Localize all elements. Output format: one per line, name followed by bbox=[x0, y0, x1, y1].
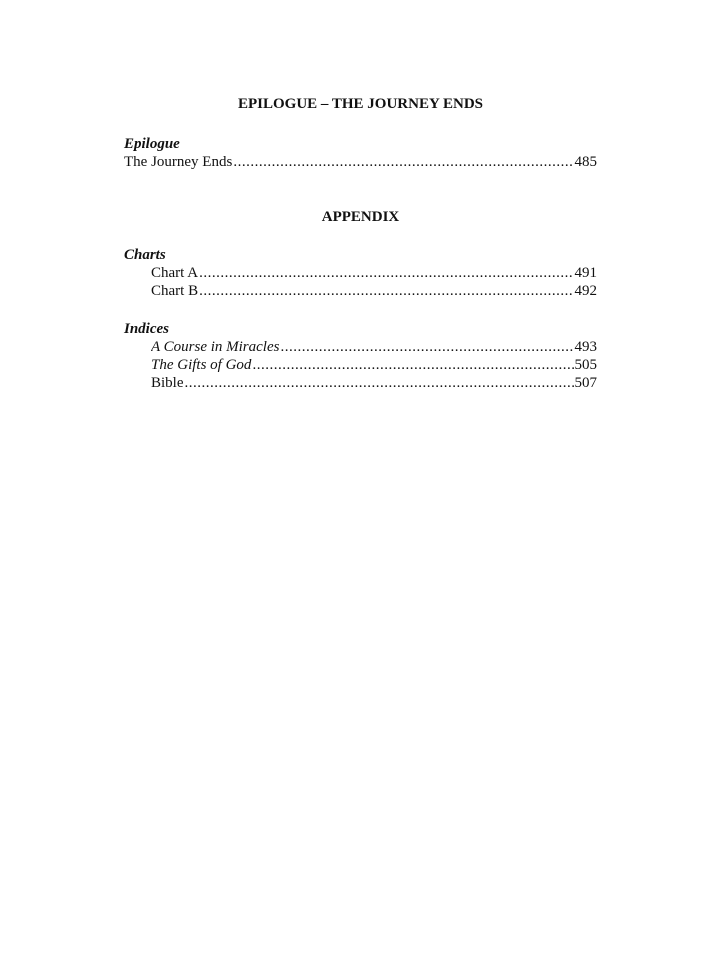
charts-section-heading: Charts bbox=[124, 247, 166, 263]
dot-leader bbox=[233, 153, 573, 171]
toc-entry-bible bbox=[151, 374, 597, 392]
dot-leader bbox=[199, 264, 573, 282]
epilogue-section-heading: Epilogue bbox=[124, 136, 180, 152]
toc-entry-page-number: 505 bbox=[574, 357, 597, 373]
toc-entry-page-number: 491 bbox=[574, 265, 597, 281]
toc-entry-the-gifts-of-god bbox=[151, 356, 597, 374]
toc-entry-label: Chart A bbox=[151, 265, 199, 281]
toc-entry-page-number: 485 bbox=[574, 154, 597, 170]
dot-leader bbox=[252, 356, 573, 374]
toc-entry-the-journey-ends bbox=[124, 153, 597, 171]
toc-entry-label: The Gifts of God bbox=[151, 357, 252, 373]
dot-leader bbox=[199, 282, 573, 300]
epilogue-part-title: EPILOGUE – THE JOURNEY ENDS bbox=[237, 96, 484, 112]
indices-section-heading: Indices bbox=[124, 321, 169, 337]
toc-entry-chart-b bbox=[151, 282, 597, 300]
toc-entry-label: Bible bbox=[151, 375, 184, 391]
toc-entry-a-course-in-miracles bbox=[151, 338, 597, 356]
toc-entry-page-number: 492 bbox=[574, 283, 597, 299]
toc-entry-page-number: 493 bbox=[574, 339, 597, 355]
toc-entry-label: A Course in Miracles bbox=[151, 339, 280, 355]
toc-entry-chart-a bbox=[151, 264, 597, 282]
dot-leader bbox=[280, 338, 573, 356]
toc-entry-label: Chart B bbox=[151, 283, 199, 299]
appendix-part-title: APPENDIX bbox=[321, 209, 400, 225]
toc-entry-page-number: 507 bbox=[574, 375, 597, 391]
dot-leader bbox=[185, 374, 574, 392]
toc-entry-label: The Journey Ends bbox=[124, 154, 233, 170]
